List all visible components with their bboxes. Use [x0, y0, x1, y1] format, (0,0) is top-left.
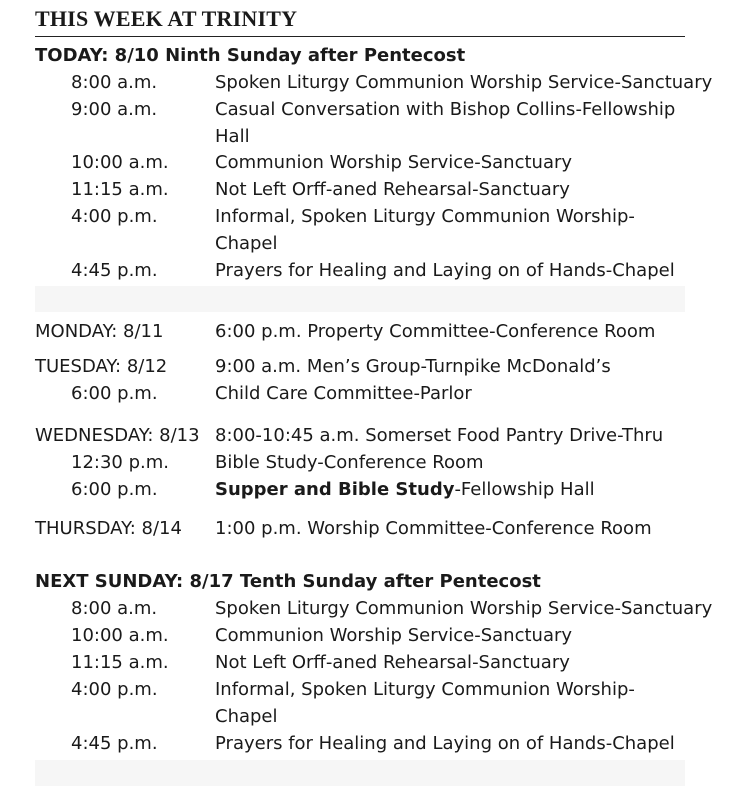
- next-sunday-item-time: 10:00 a.m.: [71, 625, 169, 646]
- next-sunday-item-time: 4:45 p.m.: [71, 733, 158, 754]
- next-sunday-item-desc: Communion Worship Service-Sanctuary: [215, 625, 573, 646]
- wednesday-label: WEDNESDAY: 8/13: [35, 425, 200, 446]
- today-item-time: 4:00 p.m.: [71, 206, 158, 227]
- title-divider: [35, 36, 685, 37]
- tuesday-extra-time: 6:00 p.m.: [71, 383, 158, 404]
- tuesday-extra-desc: Child Care Committee-Parlor: [215, 383, 472, 404]
- next-sunday-item-time: 4:00 p.m.: [71, 679, 158, 700]
- shaded-band: [35, 286, 685, 312]
- page-title: THIS WEEK AT TRINITY: [35, 6, 298, 31]
- today-item-desc: Not Left Orff-aned Rehearsal-Sanctuary: [215, 179, 570, 200]
- today-item-time: 11:15 a.m.: [71, 179, 169, 200]
- shaded-band: [35, 760, 685, 786]
- tuesday-label: TUESDAY: 8/12: [35, 356, 168, 377]
- wednesday-item-desc: [215, 476, 595, 503]
- today-item-time: 4:45 p.m.: [71, 260, 158, 281]
- next-sunday-item-desc-cont: Chapel: [215, 706, 278, 727]
- wednesday-item-time: 12:30 p.m.: [71, 452, 169, 473]
- today-item-desc-cont: Chapel: [215, 233, 278, 254]
- today-item-desc: Communion Worship Service-Sanctuary: [215, 152, 573, 173]
- monday-desc: 6:00 p.m. Property Committee-Conference Room: [215, 321, 656, 342]
- next-sunday-item-desc: Informal, Spoken Liturgy Communion Worship-: [215, 679, 635, 700]
- wednesday-desc: 8:00-10:45 a.m. Somerset Food Pantry Drive-Thru: [215, 425, 664, 446]
- today-item-desc: Spoken Liturgy Communion Worship Service-Sanctuary: [215, 72, 713, 93]
- tuesday-desc: 9:00 a.m. Men’s Group-Turnpike McDonald’s: [215, 356, 611, 377]
- thursday-desc: 1:00 p.m. Worship Committee-Conference Room: [215, 518, 652, 539]
- next-sunday-item-desc: Not Left Orff-aned Rehearsal-Sanctuary: [215, 652, 570, 673]
- today-item-desc-cont: Hall: [215, 126, 250, 147]
- today-item-time: 8:00 a.m.: [71, 72, 158, 93]
- today-item-desc: Casual Conversation with Bishop Collins-Fellowship: [215, 99, 676, 120]
- next-sunday-item-time: 11:15 a.m.: [71, 652, 169, 673]
- next-sunday-item-time: 8:00 a.m.: [71, 598, 158, 619]
- wednesday-item-time: 6:00 p.m.: [71, 479, 158, 500]
- today-item-time: 10:00 a.m.: [71, 152, 169, 173]
- wednesday-item-desc-bold: Supper and Bible Study: [215, 479, 455, 500]
- monday-label: MONDAY: 8/11: [35, 321, 164, 342]
- today-item-desc: Prayers for Healing and Laying on of Hands-Chapel: [215, 260, 675, 281]
- wednesday-item-desc-rest: -Fellowship Hall: [454, 479, 595, 500]
- today-item-desc: Informal, Spoken Liturgy Communion Worship-: [215, 206, 635, 227]
- today-item-time: 9:00 a.m.: [71, 99, 158, 120]
- next-sunday-item-desc: Spoken Liturgy Communion Worship Service-Sanctuary: [215, 598, 713, 619]
- today-heading: TODAY: 8/10 Ninth Sunday after Pentecost: [35, 45, 466, 66]
- thursday-label: THURSDAY: 8/14: [35, 518, 182, 539]
- next-sunday-heading: NEXT SUNDAY: 8/17 Tenth Sunday after Pentecost: [35, 571, 541, 592]
- wednesday-item-desc: Bible Study-Conference Room: [215, 452, 484, 473]
- next-sunday-item-desc: Prayers for Healing and Laying on of Hands-Chapel: [215, 733, 675, 754]
